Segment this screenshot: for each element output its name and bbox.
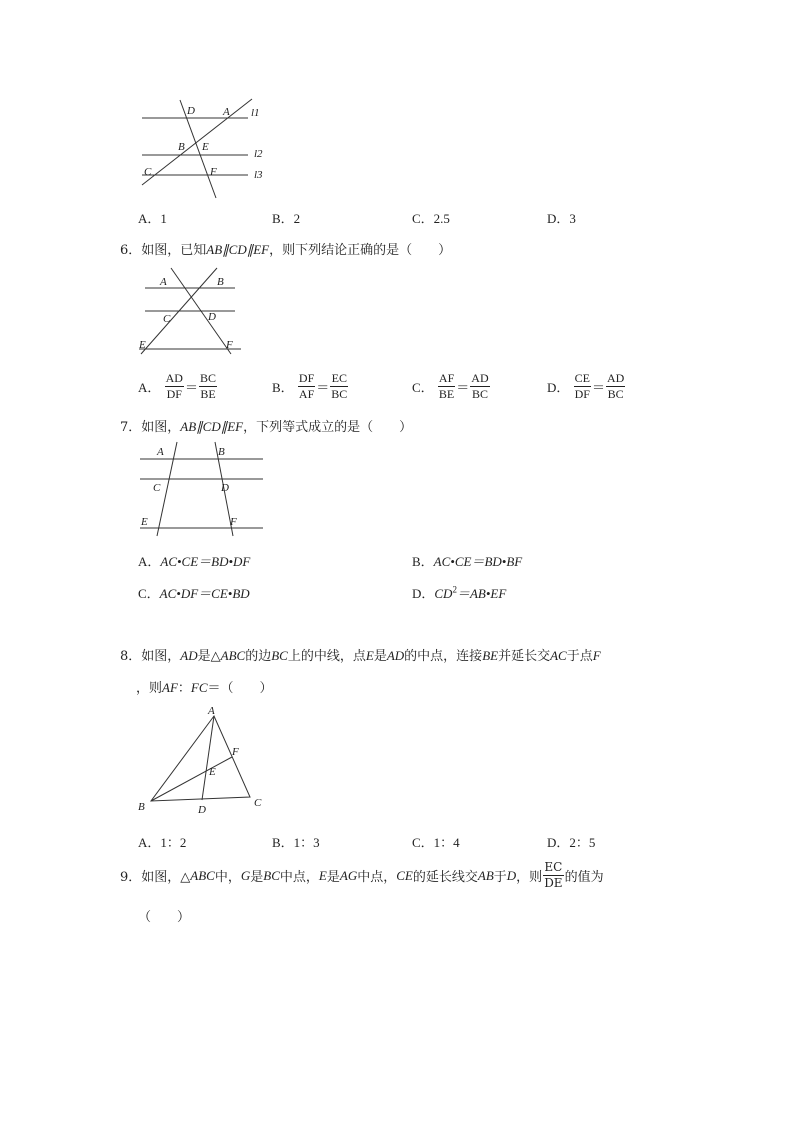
figure-q6 bbox=[135, 266, 250, 358]
q5-option-a[interactable]: A．1 bbox=[138, 211, 167, 226]
point-label-d: D bbox=[187, 105, 195, 117]
q7-label-b: B bbox=[218, 446, 225, 458]
q8-label-b: B bbox=[138, 801, 145, 813]
q6-label-f: F bbox=[226, 339, 233, 351]
q5-option-d[interactable]: D．3 bbox=[547, 211, 576, 226]
point-label-a: A bbox=[223, 106, 230, 118]
q9-question-line2: （ ） bbox=[138, 910, 191, 925]
line-label-l2: l2 bbox=[254, 148, 263, 160]
fraction: $\frac{BC}{BE}$ bbox=[200, 371, 217, 401]
q7-label-c: C bbox=[153, 482, 161, 494]
fraction: $\frac{AD}{BC}$ bbox=[471, 371, 489, 401]
fraction: $\frac{CE}{DF}$ bbox=[574, 371, 590, 401]
point-label-e: E bbox=[202, 141, 209, 153]
fraction: $\frac{AD}{BC}$ bbox=[607, 371, 625, 401]
q6-label-c: C bbox=[163, 313, 171, 325]
point-label-f: F bbox=[210, 166, 217, 178]
q7-label-d: D bbox=[221, 482, 229, 494]
q8-label-d: D bbox=[198, 804, 206, 816]
figure-q7 bbox=[135, 440, 270, 540]
fraction-ec-de: $\frac{EC}{DE}$ bbox=[544, 860, 563, 890]
fraction: $\frac{EC}{BC}$ bbox=[331, 371, 348, 401]
q8-question-line1: 8．如图，AD是△ABC的边BC上的中线，点E是AD的中点，连接BE并延长交AC于点F bbox=[120, 648, 601, 664]
q8-question-line2: ，则AF：FC＝（ ） bbox=[136, 680, 273, 696]
fraction: $\frac{AD}{DF}$ bbox=[165, 371, 183, 401]
q6-option-a[interactable]: A． $\frac{AD}{DF}$ ＝ $\frac{BC}{BE}$ bbox=[138, 371, 217, 401]
fraction: $\frac{AF}{BE}$ bbox=[438, 371, 455, 401]
q8-label-f: F bbox=[232, 746, 239, 758]
q6-question: 6．如图，已知AB∥CD∥EF，则下列结论正确的是（ ） bbox=[120, 242, 452, 258]
point-label-b: B bbox=[178, 141, 185, 153]
q6-option-c[interactable]: C． $\frac{AF}{BE}$ ＝ $\frac{AD}{BC}$ bbox=[412, 371, 489, 401]
q7-label-e: E bbox=[141, 516, 148, 528]
point-label-c: C bbox=[144, 166, 152, 178]
q8-label-e: E bbox=[209, 766, 216, 778]
q5-option-c[interactable]: C．2.5 bbox=[412, 211, 450, 226]
q7-option-a[interactable]: A．AC•CE＝BD•DF bbox=[138, 554, 251, 569]
q6-label-b: B bbox=[217, 276, 224, 288]
q8-option-b[interactable]: B．1：3 bbox=[272, 835, 320, 850]
q6-option-d[interactable]: D． $\frac{CE}{DF}$ ＝ $\frac{AD}{BC}$ bbox=[547, 371, 625, 401]
q8-label-a: A bbox=[208, 705, 215, 717]
q6-label-d: D bbox=[208, 311, 216, 323]
line-label-l3: l3 bbox=[254, 169, 263, 181]
q7-option-d[interactable]: D．$CD^2=AB•EF$ bbox=[412, 584, 507, 601]
q6-label-e: E bbox=[139, 339, 146, 351]
line-label-l1: l1 bbox=[251, 107, 260, 119]
figure-parallel-lines-l1-l2-l3 bbox=[130, 95, 280, 200]
q8-option-c[interactable]: C．1：4 bbox=[412, 835, 460, 850]
q8-label-c: C bbox=[254, 797, 262, 809]
q9-question-line1: 9．如图，△ABC中，G是BC中点，E是AG中点，CE的延长线交AB于D，则 $\frac{EC}{DE}$ 的值为 bbox=[120, 860, 604, 890]
q7-question: 7．如图，AB∥CD∥EF，下列等式成立的是（ ） bbox=[120, 419, 413, 435]
q6-label-a: A bbox=[160, 276, 167, 288]
fraction: $\frac{DF}{AF}$ bbox=[298, 371, 315, 401]
q6-option-b[interactable]: B． $\frac{DF}{AF}$ ＝ $\frac{EC}{BC}$ bbox=[272, 371, 348, 401]
q8-option-a[interactable]: A．1：2 bbox=[138, 835, 187, 850]
q7-label-a: A bbox=[157, 446, 164, 458]
q8-option-d[interactable]: D．2：5 bbox=[547, 835, 596, 850]
q7-option-b[interactable]: B．AC•CE＝BD•BF bbox=[412, 554, 523, 569]
q7-option-c[interactable]: C．AC•DF＝CE•BD bbox=[138, 586, 250, 601]
q5-option-b[interactable]: B．2 bbox=[272, 211, 301, 226]
figure-q8-triangle bbox=[130, 700, 280, 825]
q7-label-f: F bbox=[230, 516, 237, 528]
